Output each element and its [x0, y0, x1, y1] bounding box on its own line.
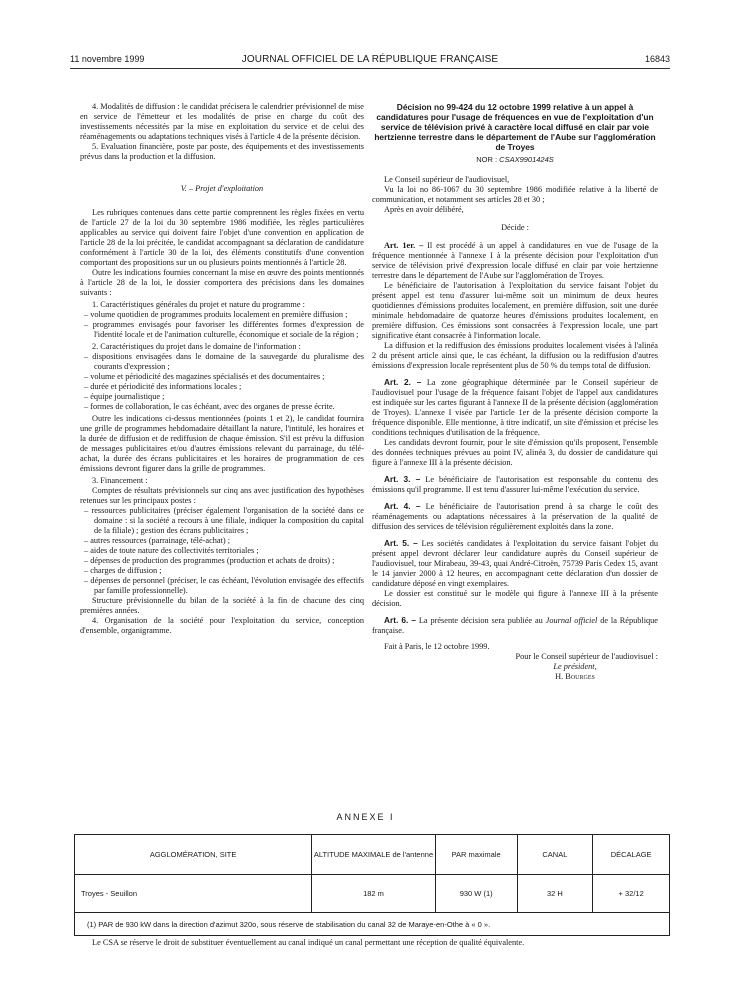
- annexe-title: ANNEXE I: [336, 812, 395, 822]
- column-header: ALTITUDE MAXIMALE de l'antenne: [312, 835, 436, 874]
- decision-title: Décision no 99-424 du 12 octobre 1999 relative à un appel à candidatures pour l'usage de fréquences en vue de l'exploitation d'un service de télévision privé à caractère local diffusé en clair par voie hertzienne terrestre dans le département de l'Aube sur l'agglomération de Troyes: [374, 102, 656, 152]
- section-title: V. – Projet d'exploitation: [180, 184, 264, 193]
- nor-code: CSAX9901424S: [499, 155, 554, 164]
- list-item: – dépenses de personnel (préciser, le cas échéant, l'évolution envisagée des effectifs par famille professionnelle).: [84, 576, 364, 595]
- site-cell: Troyes - Seuillon: [75, 875, 312, 912]
- column-header: AGGLOMÉRATION, SITE: [75, 835, 312, 874]
- paragraph: 4. Organisation de la société pour l'exploitation du service, conception d'ensemble, organigramme.: [80, 616, 364, 635]
- article-text: Le bénéficiaire de l'autorisation prend à sa charge le coût des réaménagements ou adaptations nécessaires à la préservation de la qualité de diffusion des services de télévision régulièrement exploités dans la zone.: [372, 502, 658, 531]
- decalage-cell: + 32/12: [618, 889, 644, 898]
- article-label: Art. 4. –: [384, 501, 421, 511]
- article-text: Il est procédé à un appel à candidatures en vue de l'usage de la fréquence mentionnée à l'annexe I à la présente décision pour l'exploitation d'un service de télévision privé d'expression locale diffusé en clair par voie hertzienne terrestre dans le département de l'Aube sur l'agglomération de Troyes.: [372, 241, 658, 280]
- decide-heading: Décide :: [501, 223, 529, 232]
- list-item: – formes de collaboration, le cas échéant, avec des organes de presse écrite.: [84, 402, 335, 411]
- article-text: de la République française.: [372, 616, 658, 635]
- list-heading: 1. Caractéristiques générales du projet et nature du programme :: [92, 300, 305, 309]
- table-row: [75, 875, 669, 913]
- list-item: – volume et périodicité des magazines spécialisés et des documentaires ;: [84, 372, 325, 381]
- column-header: CANAL: [518, 835, 594, 874]
- column-header: DÉCALAGE: [610, 850, 652, 859]
- paragraph: Les rubriques contenues dans cette partie comprennent les règles fixées en vertu de l'article 27 de la loi du 30 septembre 1986 modifiée, les règles particulières applicables au service qui doivent faire l'objet d'une convention en application de l'article 28 de la loi précitée, le candidat accompagnant sa déclaration de candidature conformément à l'article 30 de la loi, des éléments constitutifs d'une convention comportant des propositions sur un ou plusieurs points mentionnés à l'article 28.: [80, 208, 364, 267]
- list-item: – dispositions envisagées dans le domaine de la sauvegarde du pluralisme des courants d'expression ;: [84, 352, 364, 371]
- nor-label: NOR :: [476, 155, 498, 164]
- journal-title: JOURNAL OFFICIEL DE LA RÉPUBLIQUE FRANÇAISE: [241, 54, 499, 65]
- list-heading: 2. Caractéristiques du projet dans le domaine de l'information :: [92, 342, 301, 351]
- paragraph: Vu la loi no 86-1067 du 30 septembre 1986 modifiée relative à la liberté de communication, et notamment ses articles 28 et 30 ;: [372, 185, 658, 204]
- list-item: – volume quotidien de programmes produits localement en première diffusion ;: [84, 310, 348, 319]
- article-text: La zone géographique déterminée par le Conseil supérieur de l'audiovisuel pour l'usage de la fréquence faisant l'objet de l'appel aux candidatures est indiquée sur les cartes figurant à l'annexe II de la présente décision (agglomération de Troyes). L'annexe I visée par l'article 1er de la présente décision comporte la fréquence disponible. Elle mentionne, à titre indicatif, un site d'émission et précise les conditions techniques d'utilisation de la fréquence.: [372, 378, 659, 437]
- article-6: [372, 615, 658, 636]
- page-header: [70, 54, 670, 68]
- article-2: [372, 377, 658, 438]
- paragraph: Le bénéficiaire de l'autorisation à l'exploitation du service faisant l'objet du présent appel est tenu d'assurer lui-même soit un minimum de deux heures quotidiennes d'émissions produites localement, en première diffusion, soit une durée minimale hebdomadaire de quatorze heures d'émissions produites localement, en première diffusion. Ces émissions sont consacrées à l'expression locale, une part significative étant consacrée à l'information locale.: [372, 281, 658, 340]
- annexe-table: [74, 834, 670, 936]
- left-column: [80, 102, 364, 636]
- paragraph: Les candidats devront fournir, pour le site d'émission qu'ils proposent, l'ensemble des données techniques prévues au point IV, alinéa 3, du dossier de candidature qui figure à l'annexe III à la présente décision.: [372, 438, 658, 467]
- paragraph: Le Conseil supérieur de l'audiovisuel,: [384, 175, 510, 184]
- list-heading: 3. Financement :: [92, 476, 148, 485]
- header-rule: [70, 68, 670, 69]
- done-date: Fait à Paris, le 12 octobre 1999.: [384, 642, 490, 651]
- paragraph: Comptes de résultats prévisionnels sur cinq ans avec justification des hypothèses retenues sur les principaux postes :: [80, 486, 364, 505]
- list-item: – aides de toute nature des collectivités territoriales ;: [84, 546, 259, 555]
- list-item: – durée et périodicité des informations locales ;: [84, 382, 242, 391]
- altitude-cell: 182 m: [312, 875, 436, 912]
- signatory-name: H. Bourges: [555, 672, 595, 681]
- article-text: La présente décision sera publiée au: [418, 616, 546, 625]
- article-label: Art. 5. –: [384, 538, 418, 548]
- list-item: – autres ressources (parrainage, télé-achat) ;: [84, 536, 231, 545]
- footer-note: Le CSA se réserve le droit de substituer éventuellement au canal indiqué un canal permettant une réception de qualité équivalente.: [92, 938, 525, 947]
- article-label: Art. 1er. –: [384, 241, 424, 250]
- list-item: – charges de diffusion ;: [84, 566, 162, 575]
- table-header-row: [75, 835, 669, 875]
- page-number: 16843: [644, 54, 670, 64]
- article-label: Art. 6. –: [384, 615, 416, 625]
- paragraph: 4. Modalités de diffusion : le candidat précisera le calendrier prévisionnel de mise en service de l'émetteur et les modalités de prise en charge du coût des investissements nécessités par la mise en exploitation du service et de celui des réaménagements ou adaptations techniques visés à l'article 4 de la présente décision.: [80, 102, 364, 141]
- par-cell: 930 W (1): [436, 875, 518, 912]
- president-label: Le président,: [553, 662, 597, 671]
- article-3: [372, 474, 658, 495]
- article-4: [372, 501, 658, 532]
- table-footnote: (1) PAR de 930 kW dans la direction d'azimut 320o, sous réserve de stabilisation du canal 32 de Maraye-en-Othe à « 0 ».: [87, 919, 491, 929]
- article-text: Les sociétés candidates à l'exploitation du service faisant l'objet du présent appel devront déclarer leur candidature auprès du Conseil supérieur de l'audiovisuel, tour Mirabeau, 39-43, quai André-Citroën, 75739 Paris Cedex 15, avant le 14 janvier 2000 à 12 heures, en accompagnant cette déclaration d'un dossier de candidature déposé en vingt exemplaires.: [372, 539, 659, 588]
- list-item: – programmes envisagés pour favoriser les différentes formes d'expression de l'identité locale et de l'animation culturelle, économique et sociale de la région ;: [84, 320, 364, 339]
- signature-line: Pour le Conseil supérieur de l'audiovisuel :: [515, 652, 658, 661]
- nor-reference: [372, 155, 658, 165]
- paragraph: Outre les indications ci-dessus mentionnées (points 1 et 2), le candidat fournira une grille de programmes hebdomadaire détaillant la nature, l'intitulé, les horaires et la durée de diffusion et de rediffusion de chaque émission. S'il est prévu la diffusion de messages publicitaires et/ou d'autres émissions relevant du parrainage, du télé-achat, la durée des écrans publicitaires et les horaires de programmation de ces émissions devront figurer dans la grille de programmes.: [80, 414, 364, 473]
- paragraph: 5. Evaluation financière, poste par poste, des équipements et des investissements prévus dans la production et la diffusion.: [80, 142, 364, 161]
- paragraph: Structure prévisionnelle du bilan de la société à la fin de chacune des cinq premières années.: [80, 596, 364, 615]
- paragraph: Après en avoir délibéré,: [384, 205, 464, 214]
- article-1: [372, 241, 658, 281]
- list-item: – équipe journalistique ;: [84, 392, 165, 401]
- article-label: Art. 2. –: [384, 377, 422, 387]
- right-column: [372, 102, 658, 682]
- paragraph: La diffusion et la rediffusion des émissions produites localement visées à l'alinéa 2 du présent article ainsi que, le cas échéant, la diffusion ou la rediffusion d'autres émissions d'expression locale représentent plus de 50 % du temps total de diffusion.: [372, 341, 658, 370]
- journal-reference: Journal officiel: [545, 616, 598, 625]
- article-label: Art. 3. –: [384, 474, 421, 484]
- paragraph: Le dossier est constitué sur le modèle qui figure à l'annexe III à la présente décision.: [372, 589, 658, 608]
- article-text: Le bénéficiaire de l'autorisation est responsable du contenu des émissions qu'il programme. Il est tenu d'assurer lui-même l'exécution du service.: [372, 475, 658, 494]
- paragraph: Outre les indications fournies concernant la mise en œuvre des points mentionnés à l'article 28 de la loi, le dossier comportera des précisions dans les domaines suivants :: [80, 268, 364, 297]
- canal-cell: 32 H: [518, 875, 594, 912]
- list-item: – ressources publicitaires (préciser également l'organisation de la société dans ce domaine : si la société a recours à une filiale, indiquer la composition du capital de la filiale) ; gestion des écrans publicitaires ;: [84, 506, 364, 535]
- article-5: [372, 538, 658, 589]
- header-date: 11 novembre 1999: [70, 54, 145, 64]
- signature-title: [372, 662, 658, 672]
- list-item: – dépenses de production des programmes (production et achats de droits) ;: [84, 556, 335, 565]
- column-header: PAR maximale: [436, 835, 518, 874]
